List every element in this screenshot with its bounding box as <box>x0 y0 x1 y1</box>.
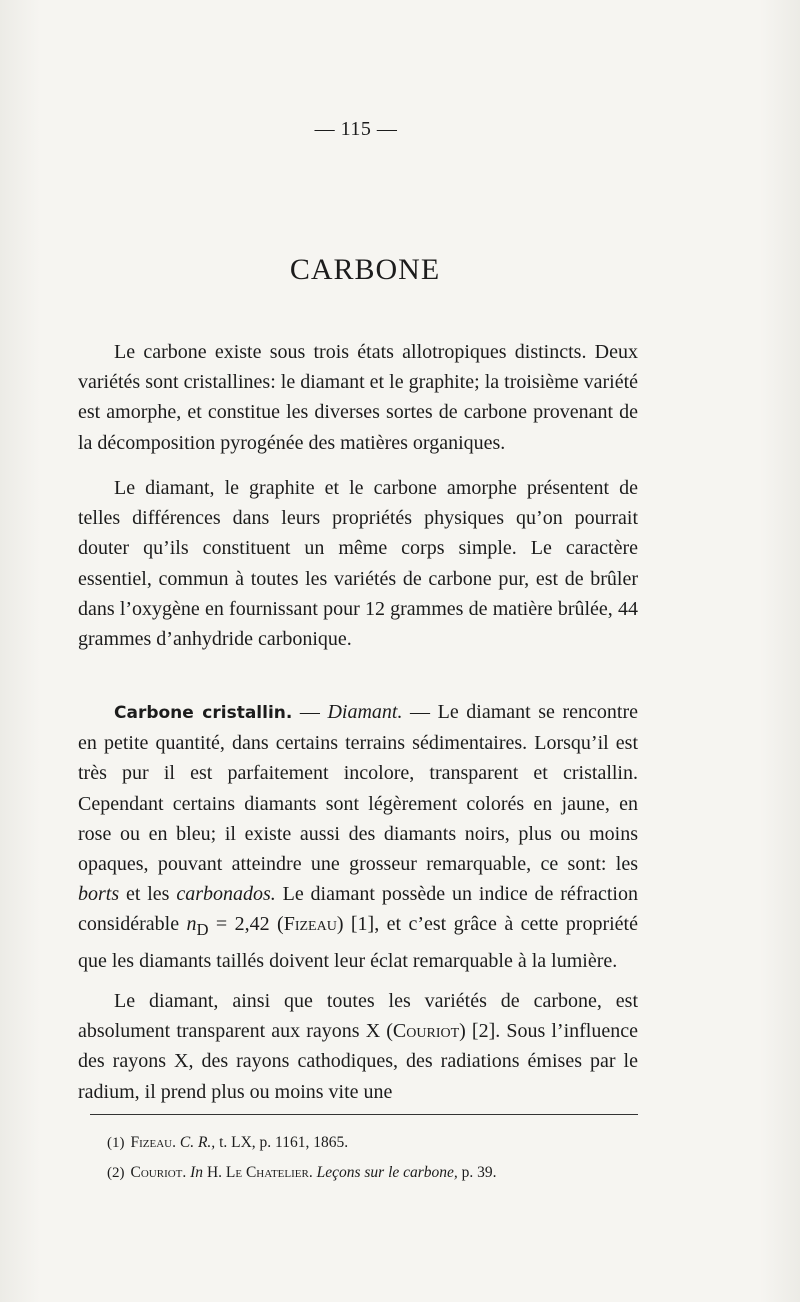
text-run: p. 39. <box>457 1164 497 1181</box>
text-run: Le diamant possède un indice de réfraction considérable <box>78 883 638 936</box>
author-name: Fizeau <box>283 913 337 936</box>
paragraph-diamond <box>78 697 638 976</box>
term-carbonados: carbonados. <box>176 883 276 906</box>
text-run: Le diamant, ainsi que toutes les variétés de carbone, est absolument transparent aux rayons X ( <box>78 990 638 1043</box>
paragraph-text: Le diamant, le graphite et le carbone amorphe présentent de telles différences dans leurs propriétés physiques qu’on pourrait douter qu’ils constituent un même corps simple. Le caractère essentiel, commun à toutes les variétés de carbone pur, est de brûler dans l’oxygène en fournissant pour 12 grammes de matière brûlée, 44 grammes d’anhydride carbonique. <box>78 477 638 651</box>
footnote-divider <box>90 1114 638 1115</box>
footnote-author: Fizeau. <box>130 1134 176 1151</box>
dash: — <box>402 701 438 723</box>
text-run: ) [2]. Sous l’influence des rayons X, des rayons cathodiques, des radiations émises par le radium, il prend plus ou moins vite une <box>78 1020 638 1103</box>
paragraph-differences <box>78 473 638 654</box>
footnote-author: Couriot. <box>130 1164 187 1181</box>
paragraph-text: Le carbone existe sous trois états allotropiques distincts. Deux variétés sont cristallines: le diamant et le graphite; la troisième variété est amorphe, et constitue les diverses sortes de carbone provenant de la décomposition pyrogénée des matières organiques. <box>78 341 638 454</box>
footnote-mark: (2) <box>107 1165 125 1181</box>
text-run: et les <box>119 883 177 906</box>
author-name: Couriot <box>392 1020 460 1043</box>
footnote-in: In <box>190 1164 204 1181</box>
footnote-mark: (1) <box>107 1135 125 1151</box>
paragraph-text <box>78 697 638 976</box>
paragraph-transparency <box>78 986 638 1107</box>
footnotes <box>107 1128 667 1188</box>
dash: — <box>292 701 328 723</box>
text-run: Le diamant se rencontre en petite quantité, dans certains terrains sédimentaires. Lorsqu’il est très pur il est parfaitement incolore, transparent et cristallin. Cependant certains diamants sont légèrement colorés en jaune, en rose ou en bleu; il existe aussi des diamants noirs, plus ou moins opaques, pouvant atteindre une grosseur remarquable, ce sont: les <box>78 701 639 876</box>
term-borts: borts <box>78 883 120 906</box>
refractive-index-symbol: n <box>186 913 197 936</box>
footnote-1 <box>107 1128 667 1158</box>
footnote-source: Leçons sur le carbone, <box>316 1164 458 1181</box>
text-run: t. LX, p. 1161, 1865. <box>215 1134 349 1151</box>
footnote-2 <box>107 1158 667 1188</box>
section-heading: Carbone cristallin. <box>114 703 293 723</box>
refractive-index-subscript: D <box>196 920 209 940</box>
paragraph-intro <box>78 337 638 458</box>
paragraph-text <box>78 986 638 1107</box>
text-run: ) [1], et c’est grâce à cette propriété que les diamants taillés doivent leur éclat remarquable à la lumière. <box>78 913 638 972</box>
footnote-author: Le Chatelier. <box>225 1164 313 1181</box>
text-run: = 2,42 ( <box>208 913 284 936</box>
footnote-source: C. R., <box>179 1134 216 1151</box>
chapter-title: CARBONE <box>289 253 441 286</box>
text-run: H. <box>203 1164 226 1181</box>
subsection-heading: Diamant. <box>327 701 403 723</box>
page-number: — 115 — <box>314 118 398 140</box>
